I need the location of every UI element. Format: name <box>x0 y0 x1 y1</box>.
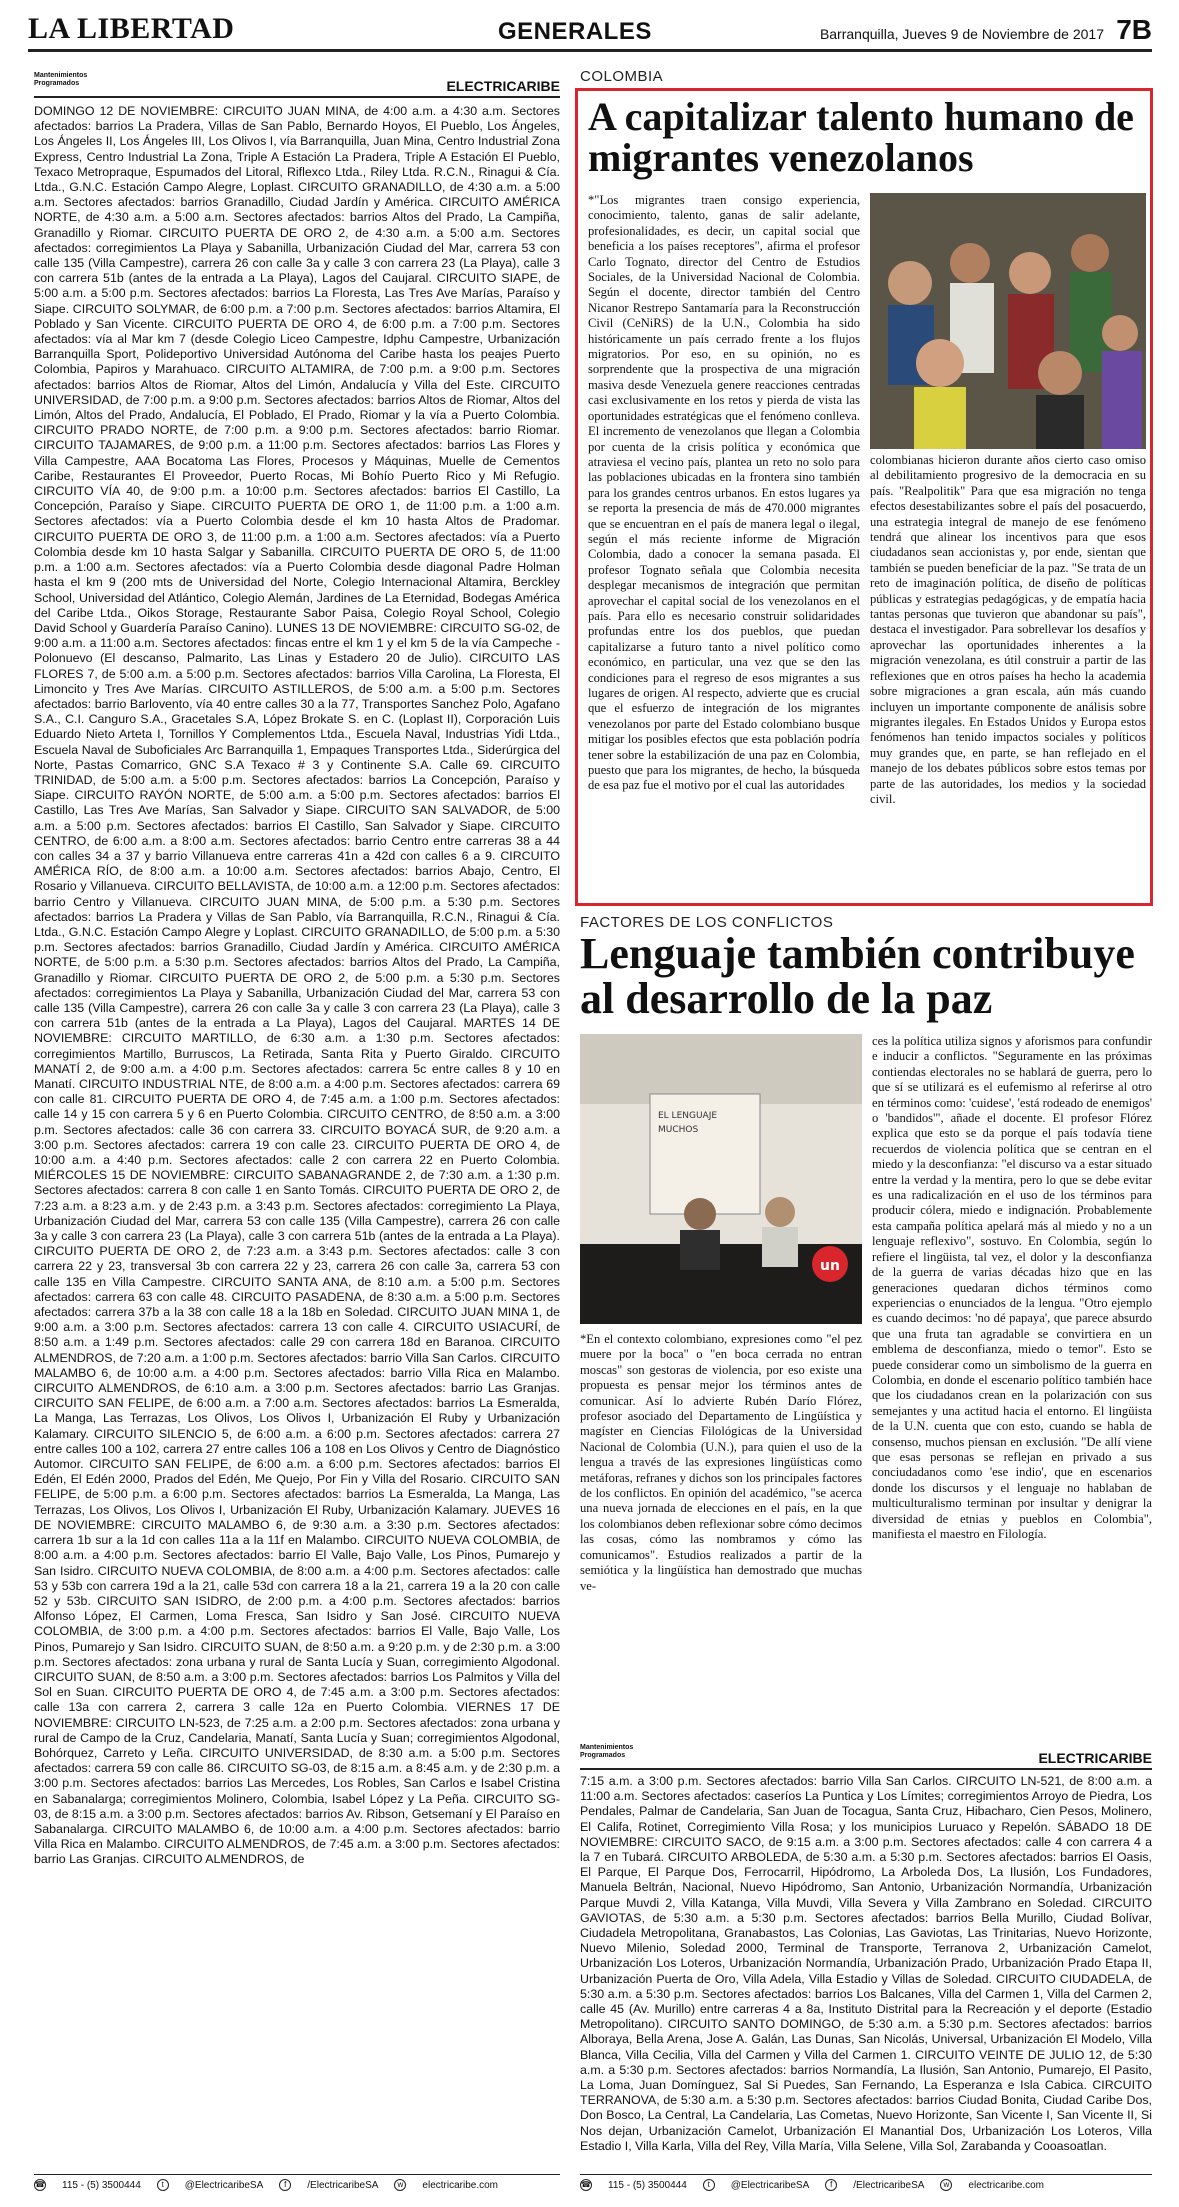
web-icon: w <box>394 2179 406 2191</box>
article1-col2: colombianas hicieron durante años cierto caso omiso al debilitamiento progresivo de la democracia en su país. "Realpolitik" Para que esa migración no tenga efectos desestabilizantes sobre el país del posacuerdo, una estrategia integral de manejo de ese fenómeno tendrá que alinear los incentivos para que esos ciudadanos sean accionistas y, por ende, sientan que también se pueden beneficiar de la paz. "Se trata de un reto de imaginación política, de diseño de políticas públicas y estrategias pedagógicas, y de empatía hacia tantas personas que tuvieron que abandonar su país", destaca el investigador. Para sobrellevar los desafíos y aprovechar las oportunidades inherentes a la migración venezolana, es útil construir a partir de las reflexiones que en otros países ha hecho la academia sobre migraciones a gran escala, aún más cuando incluyen un importante componente de análisis sobre migrantes ilegales. En Estados Unidos y Europa estos fenómenos han tenido impactos sociales y políticos muy grandes que, en parte, se han reflejado en el manejo de los debates públicos sobre estos temas por parte de las autoridades, los medios y la sociedad civil. <box>870 453 1146 806</box>
conference-photo <box>580 1034 862 1324</box>
maintenance-schedule-text-right: 7:15 a.m. a 3:00 p.m. Sectores afectados: barrio Villa San Carlos. CIRCUITO LN-521, de 8:00 a.m. a 11:00 a.m. Sectores afectados: caseríos La Puntica y Los Límites; corregimientos Arroyo de Piedra, Los Pendales, Palmar de Candelaria, San Juan de Tocagua, Santa Cruz, Hibacharo, Cien Pesos, Molinero, El Califa, Rotinet, Corregimiento Villa Rosa; y los municipios Luruaco y Repelón. SÁBADO 18 DE NOVIEMBRE: CIRCUITO SACO, de 9:15 a.m. a 3:00 p.m. Sectores afectados: calle 4 con carrera 4 a la 7 en Tubará. CIRCUITO ARBOLEDA, de 5:30 a.m. a 5:30 p.m. Sectores afectados: barrios El Oasis, El Parque, El Parque Dos, Ferrocarril, Hipódromo, La Arboleda Dos, La Ilusión, Los Fundadores, Manuela Beltrán, Nacional, Nuevo Hipódromo, San Antonio, Urbanización Normandía, Urbanización Parque Muvdi 2, Villa Katanga, Villa Muvdi, Villa Severa y Villa Zambrano en Soledad. CIRCUITO GAVIOTAS, de 5:30 a.m. a 5:30 p.m. Sectores afectados: barrios Bella Murillo, Ciudad Bolívar, Ciudadela Metropolitana, Granabastos, Las Colonias, Las Gaviotas, Las Trinitarias, Nuevo Horizonte, Nuevo Milenio, Soledad 2000, Terminal de Transporte, Terranova 2, Urbanización Camelot, Urbanización Los Loteros, Urbanización Normandía, Urbanización Prado, Urbanización Prado Etapa II, Urbanización Puerta de Oro, Villa Adela, Villa Estadio y Villas de Soledad. CIRCUITO CIUDADELA, de 5:30 a.m. a 5:30 p.m. Sectores afectados: barrios Los Balcanes, Villa del Carmen 1, Villa del Carmen 2, calle 45 (Av. Murillo) entre carreras 4 a 8a, Instituto Distrital para la Recreación y el deporte (Estadio Metropolitano). CIRCUITO SANTO DOMINGO, de 5:30 a.m. a 5:30 p.m. Sectores afectados: barrios Alboraya, Bella Arena, Jose A. Galán, Las Dunas, San Nicolás, Universal, Urbanización El Modelo, Villa Blanca, Villa Cecilia, Villa del Carmen y Villa del Carmen 1. CIRCUITO VEINTE DE JULIO 12, de 5:30 a.m. a 5:30 p.m. Sectores afectados: barrios Normandía, La Ilusión, San Antonio, Pumarejo, El Pasito, La Loma, Juan Domínguez, Sal Si Puedes, San Fernando, La Esperanza e Isla Cabica. CIRCUITO TERRANOVA, de 5:30 a.m. a 5:30 p.m. Sectores afectados: barrios Ciudad Bonita, Ciudad Caribe Dos, Don Bosco, La Central, La Candelaria, Las Cometas, Nuevo Horizonte, San Vicente I, San Vicente II, Si Nos dejan, Urbanización Camelot, Urbanización El Manantial Dos, Urbanización Los Loteros, Villa Estadio I, Villa Karla, Villa del Rey, Villa María, Villa Selene, Villa Sol, Zarabanda y Cooasoatlan. <box>580 1774 1152 2153</box>
electricaribe-right-header <box>580 1742 1152 1770</box>
electricaribe-brand: ELECTRICARIBE <box>446 78 560 94</box>
maintenance-tag: Mantenimientos Programados <box>34 72 88 87</box>
article1-kicker: COLOMBIA <box>580 68 664 85</box>
phone-number: 115 - (5) 3500444 <box>608 2179 687 2191</box>
twitter-handle: @ElectricaribeSA <box>184 2179 264 2191</box>
website: electricaribe.com <box>422 2179 499 2191</box>
electricaribe-right-footer <box>580 2174 1152 2191</box>
article1-col1: *"Los migrantes traen consigo experiencia, conocimiento, talento, ganas de salir adelante, profesionalidades, es decir, un capital social que beneficia a los países receptores", afirma el profesor Carlo Tognato, director del Centro de Estudios Sociales, de la Universidad Nacional de Colombia. Según el docente, director también del Centro Nicanor Restrepo Santamaría para la Reconstrucción Civil (CeNiRS) de la U.N., Colombia ha sido históricamente un país cerrado frente a los flujos migratorios. Por eso, en su opinión, no es sorprendente que la prospectiva de una migración masiva desde Venezuela genere reacciones centradas casi exclusivamente en los retos y pierda de vista las oportunidades estratégicas que el fenómeno conlleva. El incremento de venezolanos que llegan a Colombia por cuenta de la crisis política y económica que atraviesa el vecino país, plantea un reto no solo para las poblaciones ubicadas en la frontera sino también para los grandes centros urbanos. En estos lugares ya se reporta la presencia de más de 470.000 migrantes que se encuentran en el país de manera legal o ilegal, según el más reciente informe de Migración Colombia, dado a conocer la semana pasada. El profesor Tognato señala que Colombia necesita desplegar mecanismos de integración que permitan aprovechar el capital social de los venezolanos en el país. Para ello es necesario construir solidaridades profundas entre los dos pueblos, que puedan capitalizarse a futuro tanto a nivel político como económico, en particular, una vez que se den las condiciones para el regreso de esos migrantes a sus lugares de origen. Al respecto, advierte que es crucial que el esfuerzo de integración de los migrantes venezolanos por parte del Estado colombiano busque mitigar los posibles efectos que esta población podría tener sobre la estabilización de una paz en Colombia, puesto que para los migrantes, de hecho, la búsqueda de esa paz fue el motivo por el cual las autoridades <box>588 193 860 793</box>
un-logo-text: un <box>820 1258 840 1274</box>
facebook-handle: /ElectricaribeSA <box>307 2179 379 2191</box>
article2-col1: *En el contexto colombiano, expresiones como "el pez muere por la boca" o "en boca cerrada no entran moscas" son gestoras de violencia, por eso existe una propuesta es pensar mejor los términos antes de comunicar. Así lo advierte Rubén Darío Flórez, profesor asociado del Departamento de Lingüística y magíster en Ciencias Filológicas de la Universidad Nacional de Colombia (U.N.), para quien el uso de la lengua a través de las expresiones lingüísticas como metáforas, refranes y dichos son los principales factores de los conflictos. En opinión del académico, "se acerca una nueva jornada de elecciones en el país, en la que los colombianos deben reflexionar sobre cómo decimos las cosas, cómo las nombramos y cómo las comunicamos". Estudios realizados a partir de la semiótica y la lingüística han demostrado que muchas ve- <box>580 1332 862 1593</box>
facebook-icon: f <box>825 2179 837 2191</box>
section-title: GENERALES <box>498 18 652 45</box>
poster-text-2: MUCHOS <box>658 1125 699 1135</box>
twitter-icon: t <box>157 2179 169 2191</box>
maintenance-schedule-text: DOMINGO 12 DE NOVIEMBRE: CIRCUITO JUAN MINA, de 4:00 a.m. a 4:30 a.m. Sectores afectados: barrios La Pradera, Villas de San Pablo, Bernardo Hoyos, El Pueblo, Los Ángeles, Los Ángeles II, Los Ángeles III, Los Olivos I, vía Barranquilla, Juan Mina, Centro Industrial Zona Express, Centro Industrial La Zona, Triple A Estación La Pradera, Triple A Estación El Pueblo, Texaco Metropraque, Espumados del Litoral, Riflexco Ltda., Riley Ltda. R.C.N., Rinagui & Cía. Ltda., G.N.C. Estación Campo Alegre, Loplast. CIRCUITO GRANADILLO, de 4:30 a.m. a 5:00 a.m. Sectores afectados: barrios Granadillo, Ciudad Jardín y América. CIRCUITO AMÉRICA NORTE, de 4:30 a.m. a 5:00 a.m. Sectores afectados: barrios Altos del Prado, La Campiña, Granadillo y Riomar. CIRCUITO PUERTA DE ORO 2, de 4:30 a.m. a 5:00 a.m. Sectores afectados: corregimientos La Playa y Sabanilla, Urbanización Ciudad del Mar, carrera 53 con calle 135 (Villa Campestre), carrera 26 con calle 3a y calle 3 con carrera 23 (La Playa), calle 3 con carrera 51b (antes de la entrada a La Playa), Lagos del Caujaral. CIRCUITO SIAPE, de 5:00 a.m. a 5:00 p.m. Sectores afectados: barrios La Floresta, Las Tres Ave Marías, Paraíso y Siape. CIRCUITO SOLYMAR, de 6:00 p.m. a 7:00 p.m. Sectores afectados: barrios Altamira, El Poblado y San Vicente. CIRCUITO PUERTA DE ORO 4, de 6:00 p.m. a 7:00 p.m. Sectores afectados: vía al Mar km 7 (desde Colegio Liceo Campestre, Idphu Campestre, Urbanización Barranquilla Sport, Polideportivo Universidad Autónoma del Caribe hasta los peajes Puerto Colombia, Papiros y Marahuaco. CIRCUITO ALTAMIRA, de 7:00 p.m. a 9:00 p.m. Sectores afectados: barrios Altos de Riomar, Altos del Limón, Andalucía y Villa del Este. CIRCUITO UNIVERSIDAD, de 7:00 p.m. a 9:00 p.m. Sectores afectados: barrios Altos de Riomar, Altos del Limón, Altos del Prado, Andalucía, El Poblado, El Prado, Riomar y la vía a Puerto Colombia. CIRCUITO PRADO NORTE, de 7:00 p.m. a 9:00 p.m. Sectores afectados: barrio Riomar. CIRCUITO TAJAMARES, de 9:00 p.m. a 11:00 p.m. Sectores afectados: barrios Las Flores y Villa Campestre, AAA Bocatoma Las Flores, Procesos y Máquinas, Muelle de Cementos Caribe, Restaurantes El Proveedor, Puerto Rocas, Mi Bohío Puerto Rico y Mi Refugio. CIRCUITO VÍA 40, de 9:00 p.m. a 10:00 p.m. Sectores afectados: barrios El Castillo, La Concepción, Paraíso y Siape. CIRCUITO PUERTA DE ORO 1, de 11:00 p.m. a 1:00 a.m. Sectores afectados: vía a Puerto Colombia desde el km 10 hasta Altos de Pradomar. CIRCUITO PUERTA DE ORO 3, de 11:00 p.m. a 1:00 a.m. Sectores afectados: vía a Puerto Colombia desde km 10 hasta Salgar y Sabanilla. CIRCUITO PUERTA DE ORO 5, de 11:00 p.m. a 1:00 a.m. Sectores afectados: vía a Puerto Colombia desde diagonal Padre Holman hasta el km 9 (200 mts de Universidad del Norte, Colegio Internacional Altamira, Berckley School, Universidad del Atlántico, Colegio Alemán, Jardines de La Eternidad, Bodegas América del Caribe Ltda., Oikos Storage, Restaurante Sabor Paisa, Colegio Royal School, Colegio David School y Guardería Paraíso Canino). LUNES 13 DE NOVIEMBRE: CIRCUITO SG-02, de 9:00 a.m. a 11:00 a.m. Sectores afectados: fincas entre el km 1 y el km 5 de la vía Campeche - Polonuevo (El descanso, Palmarito, Las Linas y Estadero 20 de Julio). CIRCUITO LAS FLORES 7, de 5:00 a.m. a 5:00 p.m. Sectores afectados: barrios Villa Carolina, La Floresta, El Limoncito y Tres Ave Marías. CIRCUITO ASTILLEROS, de 5:00 a.m. a 5:00 p.m. Sectores afectados: barrio Barlovento, vía 40 entre calles 30 a la 77, Transportes Sanchez Polo, Agafano S.A., C.I. Canguro S.A., Gracetales S.A, López Brokate S. en C. (Loplast II), Corporación Luis Eduardo Nieto Arteta I, Tornillos Y Complementos Ltda., Escuela Naval, Industrias Yidi Ltda., Escuela Naval de Suboficiales Arc Barranquilla 1, Empaques Transportes Ltda., Siderúrgica del Norte, Pastas Comarrico, GNC S.A Texaco # 3 y Continente S.A. Calle 69. CIRCUITO TRINIDAD, de 5:00 a.m. a 5:00 p.m. Sectores afectados: barrios La Concepción, Paraíso y Siape. CIRCUITO RAYÓN NORTE, de 5:00 a.m. a 5:00 p.m. Sectores afectados: barrios El Castillo, Las Tres Ave Marías, San Salvador y Siape. CIRCUITO SAN SALVADOR, de 5:00 a.m. a 5:00 p.m. Sectores afectados: barrios El Castillo, San Salvador y Siape. CIRCUITO CENTRO, de 6:00 a.m. a 8:00 a.m. Sectores afectados: barrio Centro entre carreras 38 a 44 con calles 34 a 37 y barrio Villanueva entre carreras 41n a 42d con calles 6 a 9. CIRCUITO AMÉRICA RÍO, de 8:00 a.m. a 10:00 a.m. Sectores afectados: barrios Abajo, Centro, El Rosario y Villanueva. CIRCUITO BELLAVISTA, de 10:00 a.m. a 12:00 p.m. Sectores afectados: barrio Centro y Villanueva. CIRCUITO JUAN MINA, de 5:00 p.m. a 5:30 p.m. Sectores afectados: barrios La Pradera y Villas de San Pablo, vía Barranquilla, R.C.N., Rinagui & Cía. Ltda., G.N.C. Estación Campo Alegre y Loplast. CIRCUITO GRANADILLO, de 5:00 p.m. a 5:30 p.m. Sectores afectados: barrios Granadillo, Ciudad Jardín y América. CIRCUITO AMÉRICA NORTE, de 5:00 p.m. a 5:30 p.m. Sectores afectados: barrios Altos del Prado, La Campiña, Granadillo y Riomar. CIRCUITO PUERTA DE ORO 2, de 5:00 p.m. a 5:30 p.m. Sectores afectados: corregimientos La Playa y Sabanilla, Urbanización Ciudad del Mar, carrera 53 con calle 135 (Villa Campestre), carrera 26 con calle 3a y calle 3 con carrera 23 (La Playa), calle 3 con carrera 51b (antes de la entrada a La Playa), Lagos del Caujaral. MARTES 14 DE NOVIEMBRE: CIRCUITO MARTILLO, de 6:30 a.m. a 1:30 p.m. Sectores afectados: corregimientos Martillo, Burruscos, La Retirada, Santa Rita y Puerto Giraldo. CIRCUITO MANATÍ 2, de 9:00 a.m. a 4:00 p.m. Sectores afectados: carrera 5c entre calles 8 y 10 en Manatí. CIRCUITO INDUSTRIAL NTE, de 8:00 a.m. a 4:00 p.m. Sectores afectados: carrera 69 con calle 81. CIRCUITO PUERTA DE ORO 4, de 7:45 a.m. a 1:00 p.m. Sectores afectados: calle 14 y 15 con carrera 5 y 6 en Puerto Colombia. CIRCUITO CENTRO, de 8:50 a.m. a 3:00 p.m. Sectores afectados: calle 36 con carrera 33. CIRCUITO BOYACÁ SUR, de 9:20 a.m. a 3:00 p.m. Sectores afectados: carrera 19 con calle 23. CIRCUITO PUERTA DE ORO 4, de 10:00 a.m. a 4:40 p.m. Sectores afectados: calle 2 con carrera 22 en Puerto Colombia. MIÉRCOLES 15 DE NOVIEMBRE: CIRCUITO SABANAGRANDE 2, de 7:30 a.m. a 1:30 p.m. Sectores afectados: carrera 8 con calle 1 en Santo Tomás. CIRCUITO PUERTA DE ORO 2, de 7:23 a.m. a 8:23 a.m. y de 2:43 p.m. a 3:43 p.m. Sectores afectados: corregimiento La Playa, Urbanización Ciudad del Mar, carrera 53 con calle 135 (Villa Campestre), carrera 26 con calle 3a y calle 3 con carrera 23 (La Playa), calle 3 con carrera 51b (antes de la entrada a La Playa). CIRCUITO PUERTA DE ORO 2, de 7:23 a.m. a 3:43 p.m. Sectores afectados: calle 3 con carrera 22 y 23, transversal 3b con carrera 22 y 23, carrera 26 con calle 3a, carrera 53 con calle 135 en Villa Campestre. CIRCUITO SANTA ANA, de 8:10 a.m. a 5:00 p.m. Sectores afectados: carrera 63 con calle 48. CIRCUITO PASADENA, de 8:30 a.m. a 5:00 p.m. Sectores afectados: carrera 37b a la 38 con calle 18 a la 18b en Soledad. CIRCUITO JUAN MINA 1, de 9:00 a.m. a 3:00 p.m. Sectores afectados: carrera 13 con calle 4. CIRCUITO USIACURÍ, de 8:50 a.m. a 1:49 p.m. Sectores afectados: calle 29 con carrera 18d en Baranoa. CIRCUITO ALMENDROS, de 7:20 a.m. a 1:00 p.m. Sectores afectados: barrio Villa San Carlos. CIRCUITO MALAMBO 6, de 10:00 a.m. a 4:00 p.m. Sectores afectados: barrio Villa Rica en Malambo. CIRCUITO ALMENDROS, de 6:10 a.m. a 3:00 p.m. Sectores afectados: barrio Las Granjas. CIRCUITO SAN FELIPE, de 6:00 a.m. a 7:00 a.m. Sectores afectados: barrios La Esmeralda, La Manga, Las Terrazas, Los Olivos, Los Olivos I, Urbanización El Ruby y Urbanización Kalamary. CIRCUITO SILENCIO 5, de 6:00 a.m. a 6:00 p.m. Sectores afectados: carrera 27 entre calles 100 a 102, carrera 27 entre calles 106 a 108 en Los Olivos y Centro de Diagnóstico Automor. CIRCUITO SAN FELIPE, de 6:00 a.m. a 6:00 p.m. Sectores afectados: barrios El Edén, El Edén 2000, Prados del Edén, Me Quejo, Por Fin y Villa del Rosario. CIRCUITO SAN FELIPE, de 5:00 p.m. a 6:00 p.m. Sectores afectados: barrios La Esmeralda, La Manga, Las Terrazas, Los Olivos, Los Olivos I, Urbanización El Ruby, Urbanización Kalamary. JUEVES 16 DE NOVIEMBRE: CIRCUITO MALAMBO 6, de 9:30 a.m. a 3:30 p.m. Sectores afectados: carrera 1b sur a la 1d con calles 11a a la 11f en Malambo. CIRCUITO NUEVA COLOMBIA, de 8:00 a.m. a 4:00 p.m. Sectores afectados: barrio El Valle, Bajo Valle, Los Pinos, Pumarejo y San Isidro. CIRCUITO NUEVA COLOMBIA, de 8:00 a.m. a 4:00 p.m. Sectores afectados: calle 53 y 53b con carrera 19d a la 21, calle 53d con carrera 18 a la 21, carrera 19 a la 20 con calle 52 y 53b. CIRCUITO SAN ISIDRO, de 2:00 p.m. a 4:00 p.m. Sectores afectados: barrios Alfonso López, El Carmen, Loma Fresca, San Isidro y San José. CIRCUITO NUEVA COLOMBIA, de 3:00 p.m. a 4:00 p.m. Sectores afectados: barrios El Valle, Bajo Valle, Los Pinos, Pumarejo y San Isidro. CIRCUITO SUAN, de 8:50 a.m. a 9:20 p.m. y de 2:30 p.m. a 3:00 p.m. Sectores afectados: zona urbana y rural de Santa Lucía y Suan, corregimiento Algodonal. CIRCUITO SUAN, de 8:50 a.m. a 3:00 p.m. Sectores afectados: barrios Los Palmitos y Villa del Sol en Suan. CIRCUITO PUERTA DE ORO 4, de 7:45 a.m. a 3:00 p.m. Sectores afectados: calle 13a con carrera 2, carrera 3 calle 12a en Puerto Colombia. VIERNES 17 DE NOVIEMBRE: CIRCUITO LN-523, de 7:25 a.m. a 2:00 p.m. Sectores afectados: zona urbana y rural de Campo de la Cruz, Candelaria, Manatí, Santa Lucía y Suan; corregimientos Algodonal, Bohórquez, Carreto y Leña. CIRCUITO UNIVERSIDAD, de 8:30 a.m. a 5:00 p.m. Sectores afectados: carrera 59 con calle 86. CIRCUITO SG-03, de 8:15 a.m. a 8:45 a.m. y de 2:30 p.m. a 3:00 p.m. Sectores afectados: barrios Las Mercedes, Los Robles, San Carlos e Isabel Cristina en Sabanalarga; corregimientos Molinero, Colombia, Isabel López y La Peña. CIRCUITO SG-03, de 8:15 a.m. a 3:00 p.m. Sectores afectados: barrios Av. Ribson, Getsemaní y El Paraíso en Sabanalarga. CIRCUITO MALAMBO 6, de 10:00 a.m. a 4:00 p.m. Sectores afectados: barrio Villa Rica en Malambo. CIRCUITO ALMENDROS, de 7:45 a.m. a 3:00 p.m. Sectores afectados: barrio Las Granjas. CIRCUITO ALMENDROS, de <box>34 104 560 1867</box>
electricaribe-brand-right: ELECTRICARIBE <box>1038 1750 1152 1766</box>
page-number: 7B <box>1116 14 1152 45</box>
electricaribe-left-footer <box>34 2174 560 2191</box>
crowd-illustration <box>870 193 1146 449</box>
migrants-photo <box>870 193 1146 449</box>
electricaribe-right-block <box>580 1742 1152 2164</box>
newspaper-logo: LA LIBERTAD <box>28 12 235 45</box>
article2-col2: ces la política utiliza signos y aforismos para confundir e inducir a conflictos. "Seguramente en las próximas contiendas electorales no se hablará de guerra, pero lo que sí se utilizará es el eufemismo al referirse al otro en términos como: 'cuidese', 'está rodeado de enemigos' o 'bandidos'", añade el docente. El profesor Flórez explica que esto se da porque el país todavía tiene recuerdos de violencia política que se centran en el miedo y la desconfianza: "el discurso va a estar situado entre la verdad y la mentira, pero lo que se debe evitar es una radicalización en el uso de los términos para producir cólera, miedo e indignación. Probablemente esta campaña política apelará más al miedo y no a un lenguaje reflexivo", sostuvo. En Colombia, según lo refiere el lingüista, tal vez, el dolor y la desconfianza de la guerra de varias décadas hizo que en las generaciones quedaran dichos términos como experiencias o enunciados de la lengua. "Otro ejemplo es cuando decimos: 'no dé papaya', que parece absurdo que una fruta tan agradable se convirtiera en un emblema de desconfianza, miedo o temor". Esto se puede considerar como un simbolismo de la guerra en Colombia, en donde el escenario político también hace que los ciudadanos crean en la polarización con sus semejantes y una actitud hacia el entorno. El lingüista de la U.N. cuenta que con esto, cuando se habla de consenso, muchos piensan en exclusión. "De allí viene que esas personas se reflejan en privado a sus conciudadanos como 'ese indio', que en escenarios donde los discursos y el lenguaje no hablaban de multiculturalismo terminan por insultar y denigrar la diversidad de etnias y pueblos en Colombia", manifiesta el maestro en Filología. <box>872 1034 1152 1541</box>
facebook-icon: f <box>279 2179 291 2191</box>
phone-icon: ☎ <box>35 2180 45 2189</box>
poster-text-1: EL LENGUAJE <box>658 1111 718 1121</box>
twitter-icon: t <box>703 2179 715 2191</box>
web-icon: w <box>940 2179 952 2191</box>
phone-icon: ☎ <box>581 2180 591 2189</box>
article1-box <box>575 88 1153 906</box>
dateline: Barranquilla, Jueves 9 de Noviembre de 2017 <box>819 26 1104 42</box>
article1-headline: A capitalizar talento humano de migrantes venezolanos <box>588 94 1134 180</box>
maintenance-tag-right: Mantenimientos Programados <box>580 1744 634 1759</box>
phone-number: 115 - (5) 3500444 <box>62 2179 141 2191</box>
website: electricaribe.com <box>968 2179 1045 2191</box>
conference-illustration <box>580 1034 862 1324</box>
twitter-handle: @ElectricaribeSA <box>730 2179 810 2191</box>
facebook-handle: /ElectricaribeSA <box>853 2179 925 2191</box>
electricaribe-left-block <box>34 70 560 2140</box>
page-header <box>28 8 1152 52</box>
electricaribe-header <box>34 70 560 98</box>
article2-kicker: FACTORES DE LOS CONFLICTOS <box>580 914 834 931</box>
article2-headline: Lenguaje también contribuye al desarrollo de la paz <box>580 929 1135 1023</box>
